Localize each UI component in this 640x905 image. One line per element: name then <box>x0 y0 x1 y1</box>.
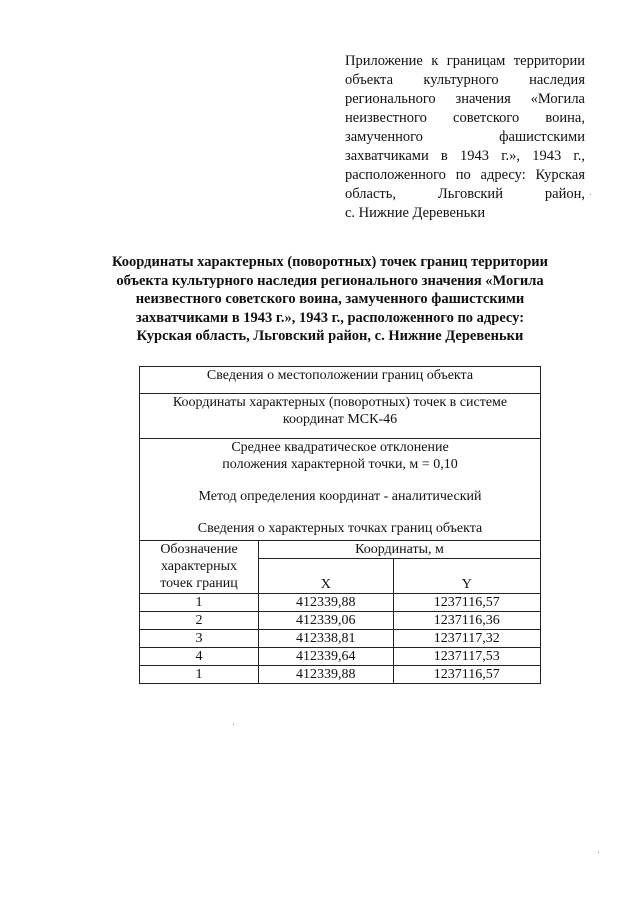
point-cell: 4 <box>140 648 259 666</box>
y-cell: 1237116,57 <box>393 594 540 612</box>
appendix-line: регионального значения «Могила <box>345 91 585 107</box>
x-cell: 412339,06 <box>259 612 394 630</box>
title-line: неизвестного советского воина, замученного фашистскими <box>135 291 525 307</box>
y-cell: 1237117,53 <box>393 648 540 666</box>
col-y-header: Y <box>393 559 540 594</box>
col-coords-header: Координаты, м <box>259 541 541 559</box>
x-cell: 412339,64 <box>259 648 394 666</box>
coordinates-table <box>139 366 541 684</box>
y-cell: 1237117,32 <box>393 630 540 648</box>
appendix-line: Приложение к границам территории <box>345 53 585 69</box>
y-cell: 1237116,57 <box>393 666 540 684</box>
table-row <box>140 648 541 666</box>
scan-speck <box>598 852 599 853</box>
appendix-line: захватчиками в 1943 г.», 1943 г., <box>345 148 585 164</box>
appendix-line: с. Нижние Деревеньки <box>345 205 486 221</box>
deviation-line: Среднее квадратическое отклонение <box>231 440 449 455</box>
table-row <box>140 594 541 612</box>
x-cell: 412338,81 <box>259 630 394 648</box>
scan-speck <box>590 194 591 195</box>
point-cell: 2 <box>140 612 259 630</box>
document-title <box>100 253 560 346</box>
appendix-line: расположенного по адресу: Курская <box>345 167 585 183</box>
table-row <box>140 666 541 684</box>
title-line: Координаты характерных (поворотных) точек границ территории <box>112 254 548 270</box>
point-cell: 1 <box>140 594 259 612</box>
coord-system-cell: Координаты характерных (поворотных) точек в системе координат МСК-46 <box>140 394 541 439</box>
point-cell: 1 <box>140 666 259 684</box>
title-line: объекта культурного наследия регионального значения «Могила <box>116 272 544 289</box>
x-cell: 412339,88 <box>259 666 394 684</box>
deviation-line: положения характерной точки, м = 0,10 <box>222 457 458 472</box>
method-cell <box>140 439 541 541</box>
appendix-line: замученного фашистскими <box>345 129 585 145</box>
appendix-line: область, Льговский район, <box>345 186 585 202</box>
appendix-note <box>345 52 585 223</box>
x-cell: 412339,88 <box>259 594 394 612</box>
scan-speck <box>233 724 234 725</box>
appendix-line: неизвестного советского воина, <box>345 110 585 126</box>
table-row <box>140 612 541 630</box>
points-title: Сведения о характерных точках границ объекта <box>197 521 483 536</box>
title-line: Курская область, Льговский район, с. Нижние Деревеньки <box>136 328 524 344</box>
method-line: Метод определения координат - аналитический <box>198 489 482 504</box>
appendix-line: объекта культурного наследия <box>345 72 585 88</box>
y-cell: 1237116,36 <box>393 612 540 630</box>
point-cell: 3 <box>140 630 259 648</box>
title-line: захватчиками в 1943 г.», 1943 г., расположенного по адресу: <box>135 309 525 326</box>
table-row <box>140 630 541 648</box>
section-title-cell: Сведения о местоположении границ объекта <box>140 367 541 394</box>
col-x-header: X <box>259 559 394 594</box>
col-designation-header: Обозначение характерных точек границ <box>140 541 259 594</box>
